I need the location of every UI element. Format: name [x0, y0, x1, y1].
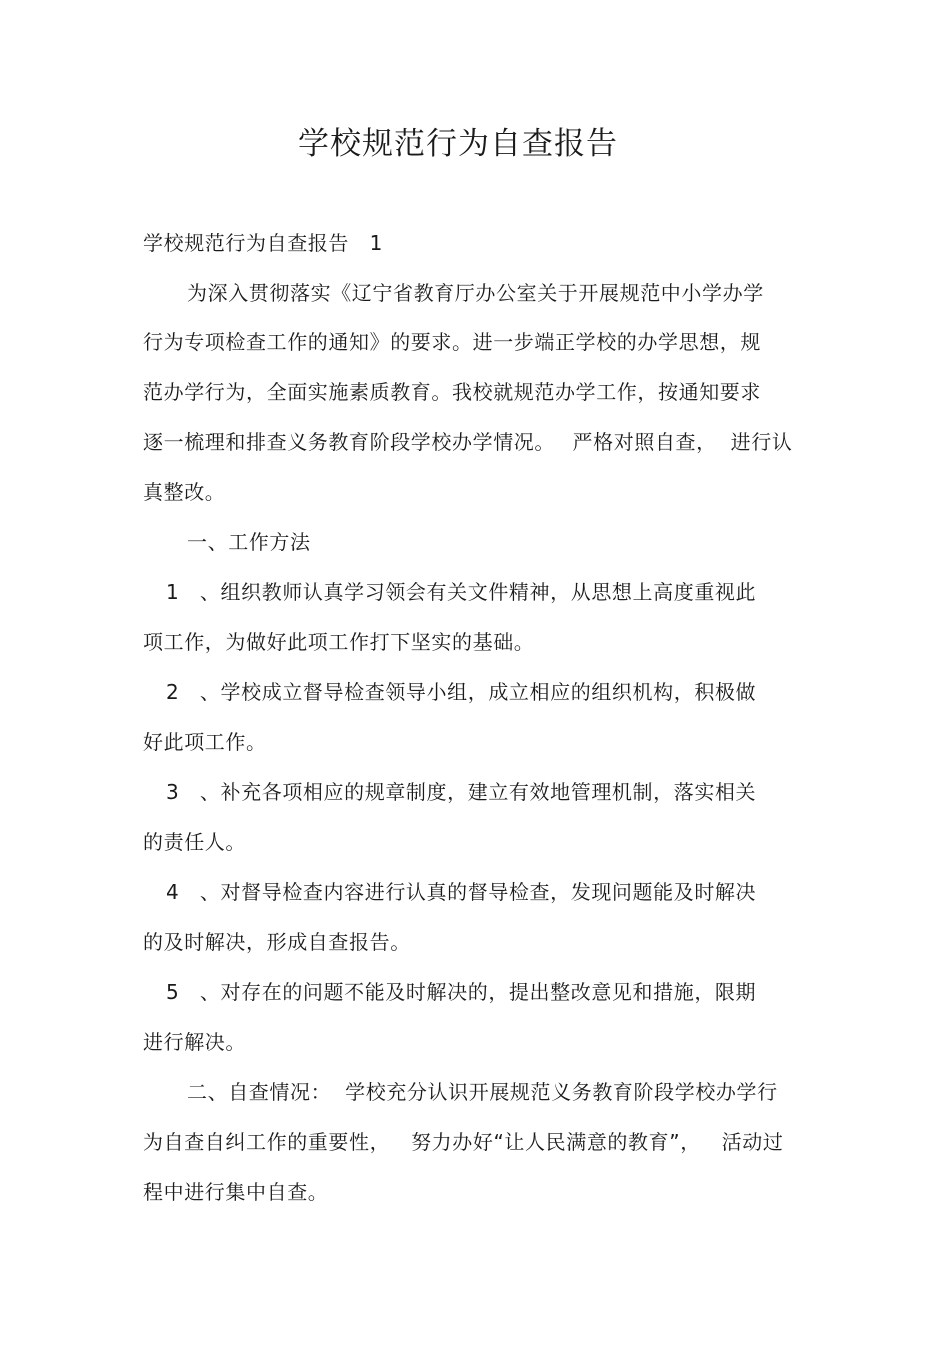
method-item-line: 1 、组织教师认真学习领会有关文件精神，从思想上高度重视此 [166, 580, 757, 604]
intro-line: 真整改。 [143, 480, 226, 504]
self-check-line: 二、自查情况： 学校充分认识开展规范义务教育阶段学校办学行 [187, 1080, 778, 1104]
method-item-line: 的及时解决，形成自查报告。 [143, 930, 411, 954]
method-item-line: 好此项工作。 [143, 730, 267, 754]
method-item-line: 的责任人。 [143, 830, 246, 854]
document-title: 学校规范行为自查报告 [298, 126, 618, 162]
method-item-line: 4 、对督导检查内容进行认真的督导检查，发现问题能及时解决 [166, 880, 757, 904]
method-item-line: 5 、对存在的问题不能及时解决的，提出整改意见和措施，限期 [166, 980, 757, 1004]
intro-line: 逐一梳理和排查义务教育阶段学校办学情况。 严格对照自查， 进行认 [143, 430, 793, 454]
intro-line: 行为专项检查工作的通知》的要求。进一步端正学校的办学思想，规 [143, 330, 761, 354]
section-heading-methods: 一、工作方法 [187, 530, 311, 554]
self-check-line: 程中进行集中自查。 [143, 1180, 329, 1204]
section-subtitle: 学校规范行为自查报告 1 [143, 231, 383, 255]
method-item-line: 项工作，为做好此项工作打下坚实的基础。 [143, 630, 535, 654]
intro-line: 为深入贯彻落实《辽宁省教育厅办公室关于开展规范中小学办学 [187, 281, 764, 305]
intro-line: 范办学行为，全面实施素质教育。我校就规范办学工作，按通知要求 [143, 380, 761, 404]
method-item-line: 3 、补充各项相应的规章制度，建立有效地管理机制，落实相关 [166, 780, 757, 804]
method-item-line: 2 、学校成立督导检查领导小组，成立相应的组织机构，积极做 [166, 680, 757, 704]
self-check-line: 为自查自纠工作的重要性， 努力办好“让人民满意的教育”， 活动过 [143, 1130, 784, 1154]
method-item-line: 进行解决。 [143, 1030, 246, 1054]
